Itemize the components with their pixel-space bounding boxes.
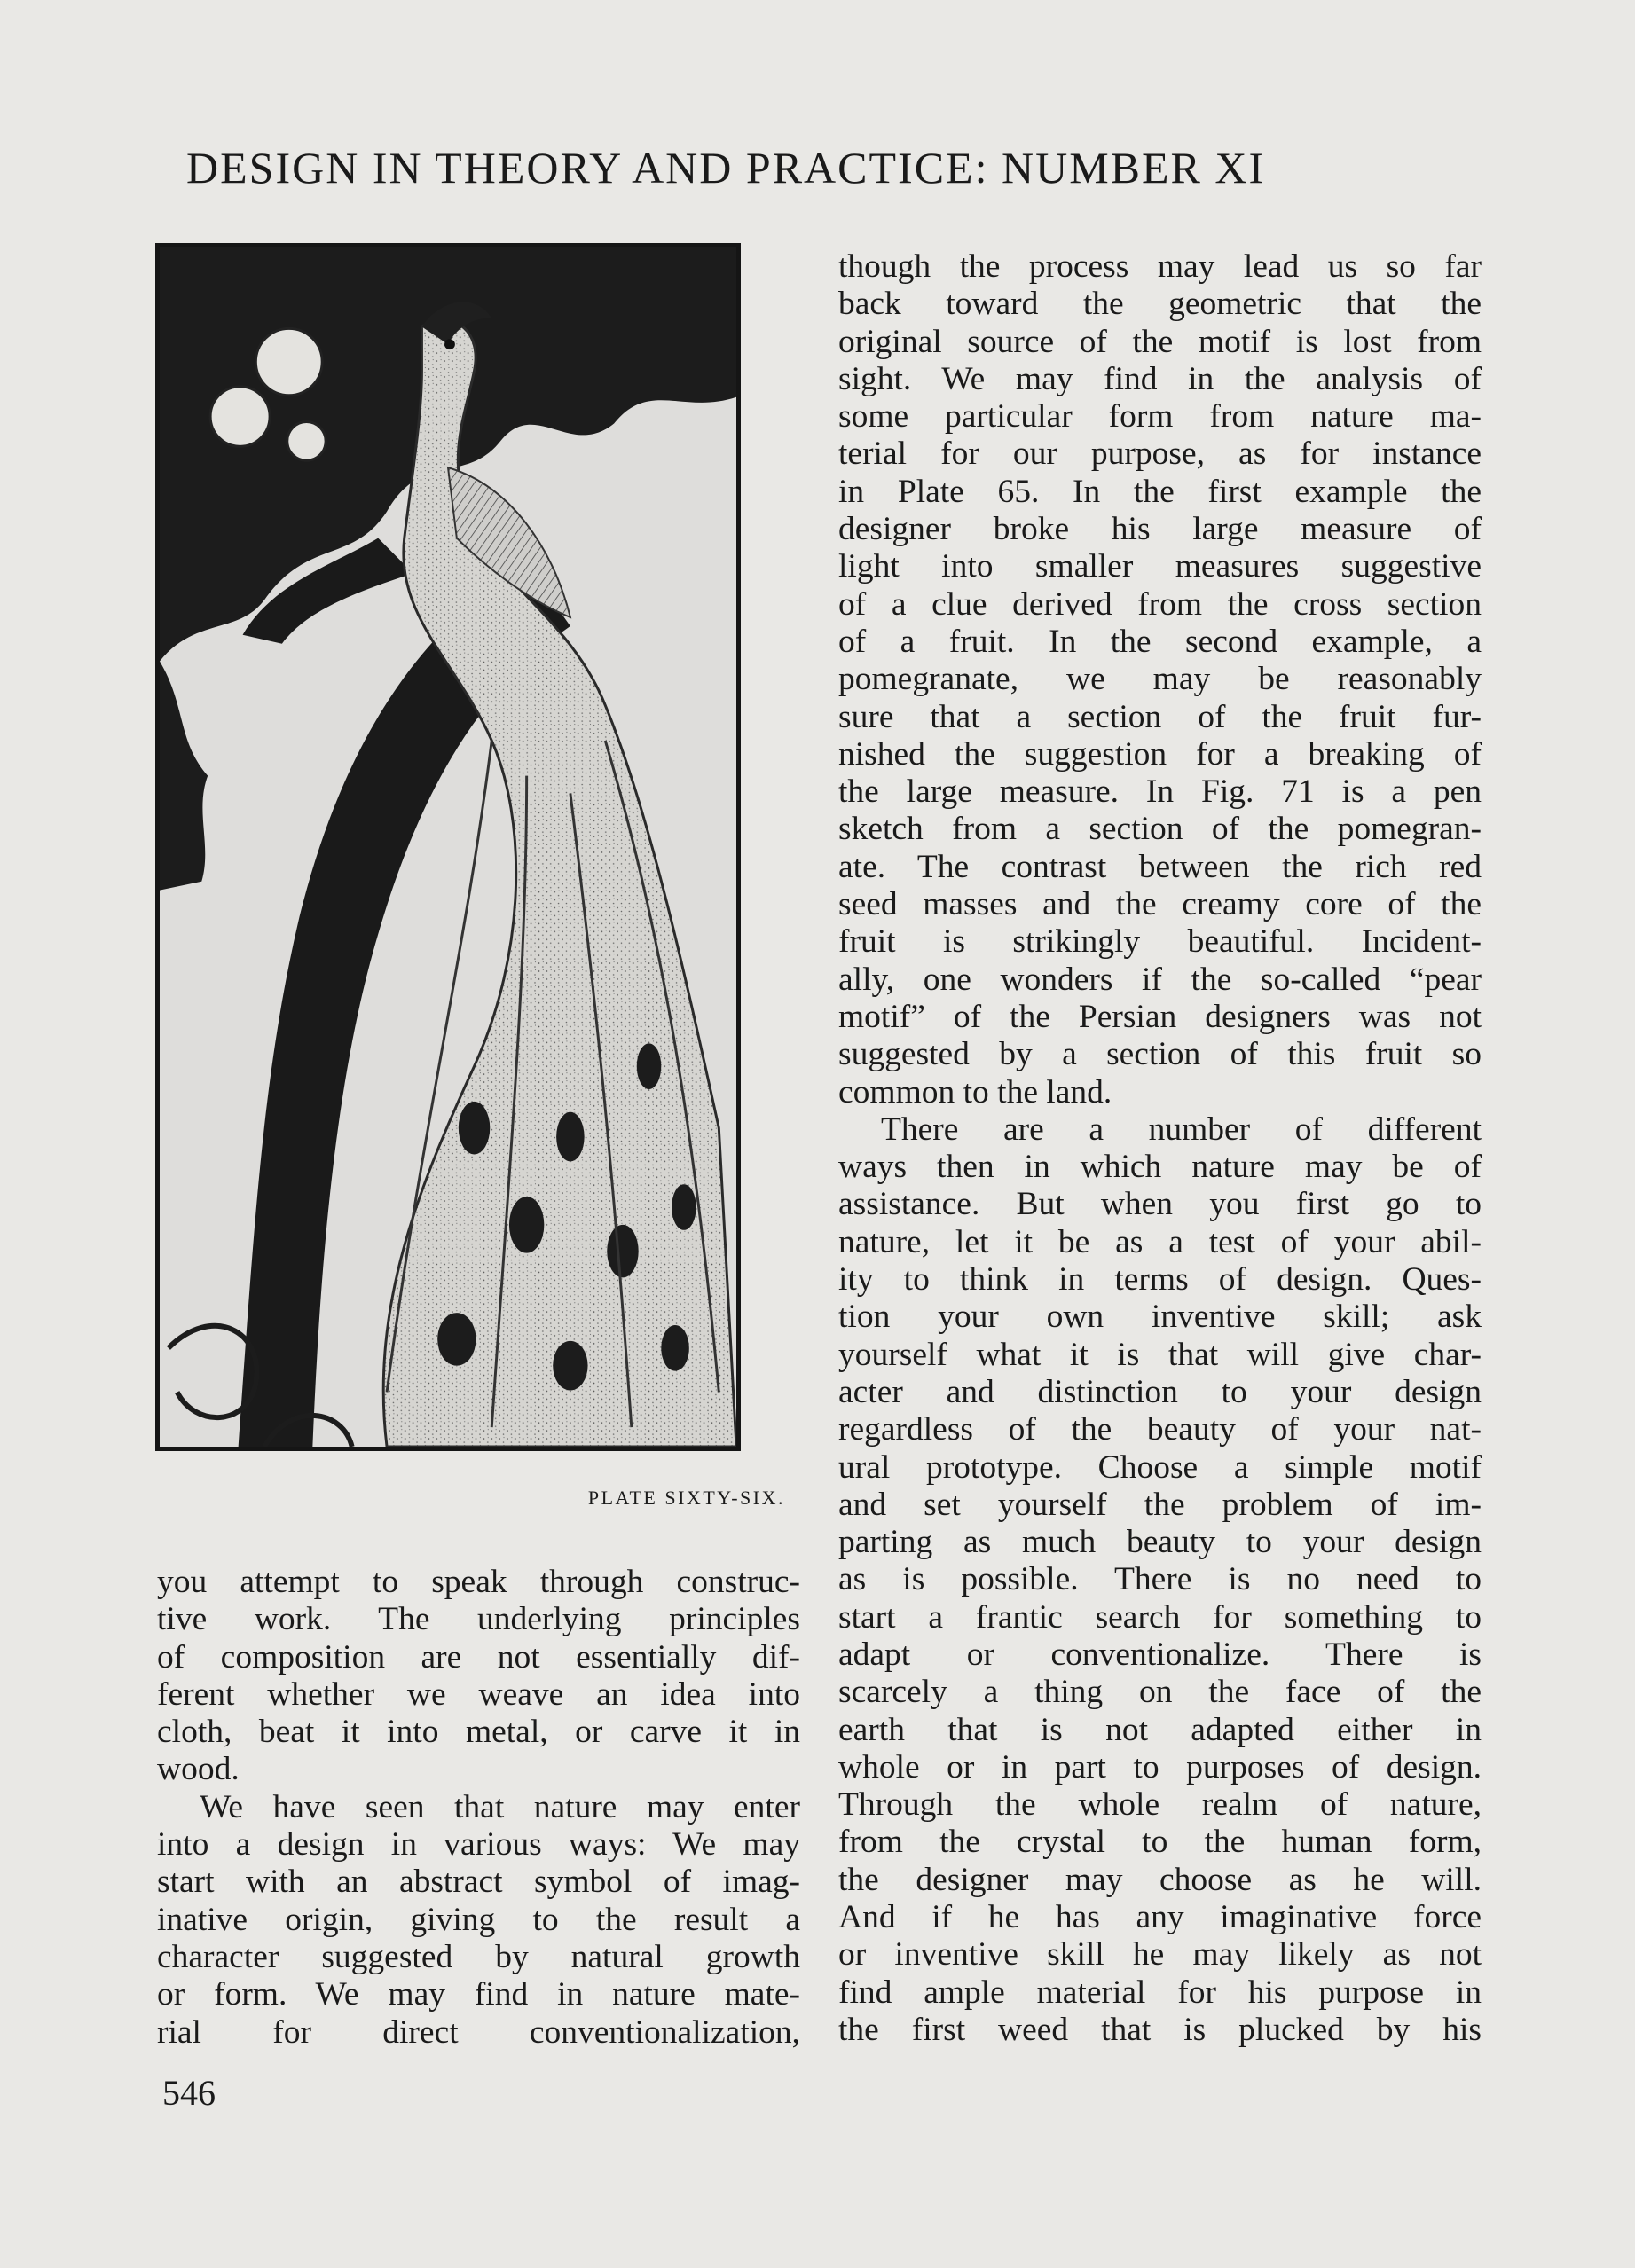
text-line: rial for direct conventionalization, [157, 2013, 800, 2051]
text-line: tion your own inventive skill; ask [838, 1299, 1482, 1336]
text-line: or inventive skill he may likely as not [838, 1936, 1482, 1974]
text-line: seed masses and the creamy core of the [838, 886, 1482, 923]
text-line: in Plate 65. In the first example the [838, 473, 1482, 510]
text-line: of composition are not essentially dif- [157, 1638, 800, 1675]
text-line: the first weed that is plucked by his [838, 2011, 1482, 2048]
text-line: ity to think in terms of design. Ques- [838, 1261, 1482, 1299]
plate-illustration [155, 243, 741, 1451]
text-line: terial for our purpose, as for instance [838, 436, 1482, 473]
paragraph [157, 1564, 800, 1789]
text-line: There are a number of different [881, 1110, 1482, 1148]
text-line: yourself what it is that will give char- [838, 1336, 1482, 1373]
text-line: of a clue derived from the cross section [838, 585, 1482, 623]
text-line: suggested by a section of this fruit so [838, 1036, 1482, 1073]
right-column-text [838, 248, 1482, 2049]
text-line: inative origin, giving to the result a [157, 1901, 800, 1938]
text-line: adapt or conventionalize. There is [838, 1636, 1482, 1673]
text-line: and set yourself the problem of im- [838, 1486, 1482, 1523]
text-line: light into smaller measures suggestive [838, 548, 1482, 585]
text-line: designer broke his large measure of [838, 511, 1482, 548]
text-line: parting as much beauty to your design [838, 1524, 1482, 1561]
text-line: ate. The contrast between the rich red [838, 848, 1482, 885]
text-line: start with an abstract symbol of imag- [157, 1864, 800, 1901]
text-line: character suggested by natural growth [157, 1938, 800, 1975]
paragraph [157, 1789, 800, 2052]
running-title: DESIGN IN THEORY AND PRACTICE: NUMBER XI [186, 143, 1266, 192]
text-line: the large measure. In Fig. 71 is a pen [838, 773, 1482, 811]
text-line: ally, one wonders if the so-called “pear [838, 961, 1482, 998]
paragraph [838, 248, 1482, 1111]
text-line: cloth, beat it into metal, or carve it in [157, 1714, 800, 1751]
text-line: acter and distinction to your design [838, 1373, 1482, 1410]
text-line: sight. We may find in the analysis of [838, 360, 1482, 397]
text-line: nished the suggestion for a breaking of [838, 735, 1482, 773]
text-line: whole or in part to purposes of design. [838, 1748, 1482, 1785]
text-line: motif” of the Persian designers was not [838, 998, 1482, 1035]
text-line: pomegranate, we may be reasonably [838, 661, 1482, 698]
text-line: ways then in which nature may be of [838, 1149, 1482, 1186]
page-number: 546 [162, 2073, 216, 2113]
text-line: from the crystal to the human form, [838, 1824, 1482, 1861]
text-line: Through the whole realm of nature, [838, 1786, 1482, 1824]
text-line: you attempt to speak through construc- [157, 1564, 800, 1600]
text-line: or form. We may find in nature mate- [157, 1976, 800, 2013]
text-line: into a design in various ways: We may [157, 1826, 800, 1864]
paragraph [838, 1111, 1482, 2049]
text-line: sketch from a section of the pomegran- [838, 811, 1482, 848]
text-line: find ample material for his purpose in [838, 1974, 1482, 2011]
text-line: of a fruit. In the second example, a [838, 623, 1482, 660]
text-line: start a frantic search for something to [838, 1598, 1482, 1636]
text-line: nature, let it be as a test of your abil- [838, 1223, 1482, 1260]
plate-caption: PLATE SIXTY-SIX. [587, 1487, 785, 1509]
text-line: though the process may lead us so far [838, 248, 1482, 285]
peacock-tree-illustration [160, 247, 736, 1447]
text-line: earth that is not adapted either in [838, 1711, 1482, 1748]
text-line: assistance. But when you first go to [838, 1186, 1482, 1223]
text-line: ural prototype. Choose a simple motif [838, 1448, 1482, 1486]
text-line: We have seen that nature may enter [200, 1788, 800, 1825]
text-line: regardless of the beauty of your nat- [838, 1411, 1482, 1448]
text-line: sure that a section of the fruit fur- [838, 698, 1482, 735]
text-line: ferent whether we weave an idea into [157, 1675, 800, 1713]
text-line: scarcely a thing on the face of the [838, 1674, 1482, 1711]
text-line: tive work. The underlying principles [157, 1601, 800, 1638]
text-line: back toward the geometric that the [838, 286, 1482, 323]
text-line: some particular form from nature ma- [838, 398, 1482, 436]
text-line: fruit is strikingly beautiful. Incident- [838, 923, 1482, 961]
text-line: the designer may choose as he will. [838, 1861, 1482, 1898]
text-line: And if he has any imaginative force [838, 1899, 1482, 1936]
text-line: common to the land. [838, 1073, 1112, 1110]
text-line: as is possible. There is no need to [838, 1561, 1482, 1598]
text-line: wood. [157, 1751, 240, 1788]
text-line: original source of the motif is lost from [838, 323, 1482, 360]
left-column-text [157, 1564, 800, 2052]
